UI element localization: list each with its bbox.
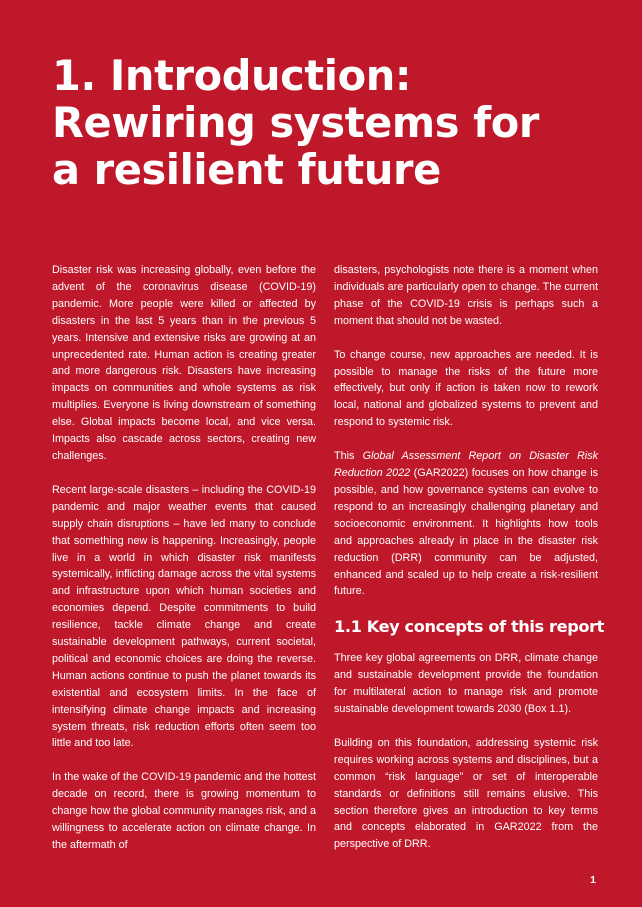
paragraph: Building on this foundation, addressing systemic risk requires working across systems and disciplines, but a common “risk language” or set of interoperable standards or definitions still remains elusive. This section therefore gives an introduction to key terms and concepts elaborated in GAR2022 from the perspective of DRR. xyxy=(334,736,598,851)
left-column xyxy=(52,262,316,871)
paragraph-prefix: This xyxy=(334,450,363,463)
paragraph: To change course, new approaches are needed. It is possible to manage the risks of the future more effectively, but only if action is taken now to rework local, national and globalized systems to prevent and respond to systemic risk. xyxy=(334,348,598,429)
paragraph: disasters, psychologists note there is a moment when individuals are particularly open to change. The current phase of the COVID-19 crisis is perhaps such a moment that should not be wasted. xyxy=(334,264,598,327)
page-number: 1 xyxy=(590,874,596,886)
paragraph: Three key global agreements on DRR, climate change and sustainable development provide the foundation for multilateral action to manage risk and promote sustainable development towards 2030 (Box 1.1). xyxy=(334,652,598,716)
title-line-2: Rewiring systems for xyxy=(52,98,539,147)
paragraph: In the wake of the COVID-19 pandemic and the hottest decade on record, there is growing momentum to change how the global community manages risk, and a willingness to accelerate action on climate change. In the aftermath of xyxy=(52,771,316,851)
paragraph-rest: (GAR2022) focuses on how change is possible, and how governance systems can evolve to respond to an increasingly challenging planetary and socioeconomic environment. It highlights how tools and approaches already in place in the disaster risk reduction (DRR) community can be adjusted, enhanced and scaled up to help create a risk-resilient future. xyxy=(334,467,598,598)
report-title-italic: Global Assessment Report on Disaster Risk Reduction 2022 xyxy=(334,450,598,480)
title-line-3: a resilient future xyxy=(52,145,441,194)
paragraph: Disaster risk was increasing globally, even before the advent of the coronavirus disease (COVID-19) pandemic. More people were killed or affected by disasters in the last 5 years than in the previous 5 years. Intensive and extensive risks are growing at an unprecedented rate. Human action is creating greater and more dangerous risk. Disasters have increasing impacts on communities and whole systems as risk multiplies. Everyone is living downstream of something else. Global impacts become local, and vice versa. Impacts also cascade across sectors, creating new challenges. xyxy=(52,264,316,462)
paragraph xyxy=(334,448,598,600)
right-column xyxy=(334,262,605,870)
page-title xyxy=(52,52,612,193)
paragraph: Recent large-scale disasters – including the COVID-19 pandemic and major weather events that caused supply chain disruptions – have led many to conclude that something new is happening. Increasingly, people live in a world in which disaster risk manifests systemically, inflicting damage across the vital systems and infrastructure upon which human societies and economies depend. Despite commitments to build resilience, tackle climate change and create sustainable development pathways, current societal, political and economic choices are doing the reverse. Human actions continue to push the planet towards its existential and ecosystem limits. In the face of intensifying climate change impacts and increasing system threats, risk reduction efforts often seem too little and too late. xyxy=(52,483,316,750)
section-heading: 1.1 Key concepts of this report xyxy=(334,617,605,637)
title-line-1: 1. Introduction: xyxy=(52,51,412,100)
